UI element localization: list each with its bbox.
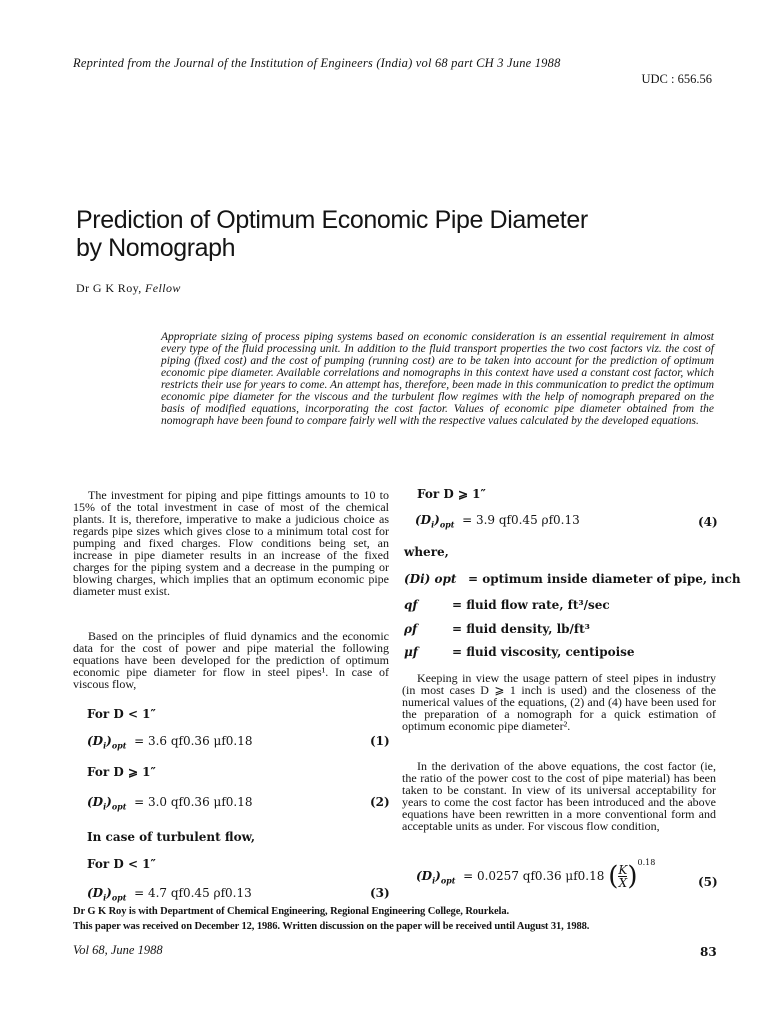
author-line [76,281,181,296]
body-paragraph-3: Keeping in view the usage pattern of steel pipes in industry (in most cases D ⩾ 1 inch is used) and the closeness of the numerical values of the equations, (2) and (4) have been used for the preparation of a nomograph for a quick estimation of optimum economic pipe diameter². [402,671,716,733]
body-paragraph-2: Based on the principles of fluid dynamics and the economic data for the cost of power and pipe material the following equations have been developed for the prediction of optimum economic pipe diameter for flow in steel pipes¹. In case of viscous flow, [73,629,389,691]
equation-5: $(D_i)_{opt} = 0.0257$ qf0.36 μf0.18 ( $\frac{K}{X}$ )$^{0.18}$ [416,858,656,892]
equation-5-number: (5) [698,875,718,889]
equation-4-number: (4) [698,515,718,529]
equation-3-number: (3) [370,886,390,900]
condition-d-ge-1-turbulent: For D ⩾ 1″ [417,487,486,501]
condition-d-less-1-viscous: For D < 1″ [87,707,156,721]
author-name: Dr G K Roy, [76,281,142,295]
article-title [76,206,588,262]
variable-symbol: ρf [404,622,418,636]
title-line-1: Prediction of Optimum Economic Pipe Diameter [76,206,588,234]
page-number: 83 [700,945,717,959]
received-note: This paper was received on December 12, 1986. Written discussion on the paper will be received until August 31, 1988. [73,921,590,932]
equation-1-rhs: = 3.6 qf0.36 μf0.18 [134,734,253,748]
fraction-numerator: K [618,863,628,877]
right-paren: ) [627,861,638,892]
body-paragraph-4: In the derivation of the above equations, the cost factor (ie, the ratio of the power cost to the cost of pipe material) has been taken to be constant. In view of its universal acceptability for years to come the cost factor has been introduced and the above equations have been rewritten in a more conventional form and acceptable units as under. For viscous flow condition, [402,759,716,833]
condition-d-ge-1-viscous: For D ⩾ 1″ [87,765,156,779]
equation-3: $(D_i)_{opt} = 4.7$ qf0.45 ρf0.13 [87,886,252,903]
variable-definition: = optimum inside diameter of pipe, inch [468,572,741,586]
equation-4: $(D_i)_{opt} = 3.9$ qf0.45 ρf0.13 [415,513,580,530]
volume-info: Vol 68, June 1988 [73,943,163,957]
title-line-2: by Nomograph [76,234,236,262]
equation-1: $(D_i)_{opt} = 3.6$ qf0.36 μf0.18 [87,734,253,751]
equation-2-rhs: = 3.0 qf0.36 μf0.18 [134,795,253,809]
equation-5-exponent: 0.18 [637,858,656,867]
equation-2: $(D_i)_{opt} = 3.0$ qf0.36 μf0.18 [87,795,253,812]
author-grade: Fellow [145,281,181,295]
equation-4-rhs: = 3.9 qf0.45 ρf0.13 [462,513,580,527]
equation-5-rhs: = 0.0257 qf0.36 μf0.18 [463,869,605,883]
equation-2-number: (2) [370,795,390,809]
equation-1-number: (1) [370,734,390,748]
variable-definition: = fluid flow rate, ft³/sec [452,598,610,612]
fraction-denominator: X [618,876,628,890]
where-label: where, [404,545,449,559]
variable-symbol: qf [404,598,418,612]
abstract: Appropriate sizing of process piping systems based on economic consideration is an essential requirement in almost every type of the fluid processing unit. In addition to the fluid transport properties the two cost factors viz. the cost of piping (fixed cost) and the cost of pumping (running cost) are to be taken into account for the prediction of optimum economic pipe diameter. Available correlations and nomographs in this context have used a constant cost factor, which restricts their use for years to come. An attempt has, therefore, been made in this communication to predict the optimum economic pipe diameter for the viscous and the turbulent flow regimes with the help of nomograph prepared on the basis of modified equations, incorporating the cost factor. Values of economic pipe diameter obtained from the nomograph have been found to compare fairly well with the respective values calculated by the developed equations. [161,331,714,427]
cost-factor-fraction [618,864,627,889]
variable-symbol: (Di) opt [404,572,457,586]
variable-definition: = fluid density, lb/ft³ [452,622,590,636]
udc-code: UDC : 656.56 [641,72,712,86]
body-paragraph-1: The investment for piping and pipe fittings amounts to 10 to 15% of the total investment in case of most of the chemical plants. It is, therefore, imperative to make a judicious choice as regards pipe sizes which gives close to a minimum total cost for pumping and fixed charges. Flow conditions being set, an increase in pipe diameter results in an increase of the fixed charges for the piping system and a decrease in the pumping or blowing charges, which implies that an optimum economic pipe diameter must exist. [73,488,389,598]
author-affiliation: Dr G K Roy is with Department of Chemical Engineering, Regional Engineering College, Rourkela. [73,906,510,917]
equation-3-rhs: = 4.7 qf0.45 ρf0.13 [134,886,252,900]
left-paren: ( [608,861,619,892]
variable-definition: = fluid viscosity, centipoise [452,645,635,659]
variable-symbol: μf [404,645,418,659]
reprint-line: Reprinted from the Journal of the Institution of Engineers (India) vol 68 part CH 3 June 1988 [73,56,561,70]
condition-d-less-1-turbulent: For D < 1″ [87,857,156,871]
turbulent-intro: In case of turbulent flow, [87,830,256,844]
